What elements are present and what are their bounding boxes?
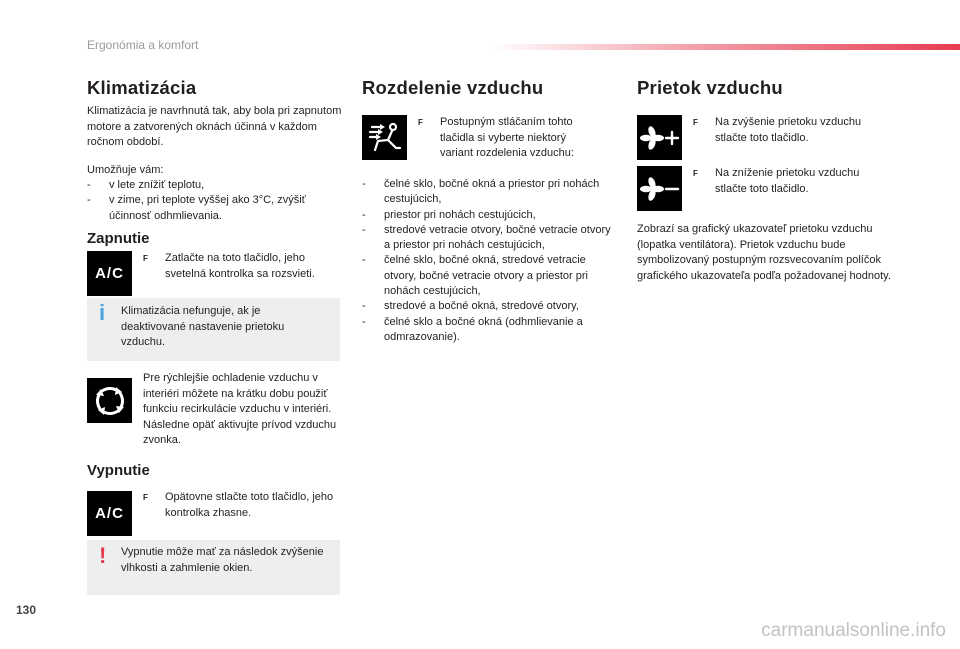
bullet-mark: F — [418, 118, 423, 127]
fan-decrease-icon — [637, 166, 682, 211]
title-prietok-vzduchu: Prietok vzduchu — [637, 77, 783, 98]
info-text: Klimatizácia nefunguje, ak je deaktivované nastavenie prietoku vzduchu. — [121, 305, 285, 349]
bullet-mark: F — [143, 254, 148, 263]
airflow-description: Zobrazí sa grafický ukazovateľ prietoku vzduchu (lopatka ventilátora). Prietok vzduchu bude symbolizovaný postupným rozsvecovaním políčok grafického ukazovateľa podľa požadovanej hodnoty. — [637, 223, 891, 282]
list-item: - stredové vetracie otvory, bočné vetracie otvory a priestor pri nohách cestujúcich, — [362, 223, 611, 252]
list-item: - priestor pri nohách cestujúcich, — [362, 208, 536, 221]
title-rozdelenie-vzduchu: Rozdelenie vzduchu — [362, 77, 544, 98]
title-klimatizacia: Klimatizácia — [87, 77, 197, 98]
warning-text: Vypnutie môže mať za následok zvýšenie vlhkosti a zahmlenie okien. — [121, 546, 324, 574]
title-vypnutie: Vypnutie — [87, 462, 150, 479]
ac-icon-label: A/C — [95, 505, 124, 522]
on-text: Zatlačte na toto tlačidlo, jeho svetelná kontrolka sa rozsvieti. — [165, 252, 315, 280]
warning-note — [87, 540, 340, 595]
allows-label: Umožňuje vám: — [87, 164, 164, 176]
off-text: Opätovne stlačte toto tlačidlo, jeho kontrolka zhasne. — [165, 491, 334, 519]
ac-button-icon-off — [87, 491, 132, 536]
warning-icon: ! — [99, 543, 107, 568]
bullet-mark: F — [693, 118, 698, 127]
section-header: Ergonómia a komfort — [87, 38, 199, 52]
ac-button-icon — [87, 251, 132, 296]
info-note — [87, 298, 340, 361]
intro-text: Klimatizácia je navrhnutá tak, aby bola pri zapnutom motore a zatvorených oknách účinná v každom ročnom období. — [87, 105, 342, 149]
list-item: - v lete znížiť teplotu, — [87, 179, 205, 191]
list-item: - čelné sklo, bočné okná, stredové vetracie otvory, bočné vetracie otvory a priestor pri nohách cestujúcich, — [362, 254, 588, 298]
bullet-mark: F — [143, 493, 148, 502]
page-number: 130 — [16, 603, 37, 617]
bullet-mark: F — [693, 169, 698, 178]
title-zapnutie: Zapnutie — [87, 230, 150, 247]
list-item: - stredové a bočné okná, stredové otvory, — [362, 300, 579, 313]
allows-list — [87, 178, 343, 224]
increase-text: Na zvýšenie prietoku vzduchu stlačte toto tlačidlo. — [715, 116, 862, 144]
air-distribution-icon — [362, 115, 407, 160]
distribution-options — [362, 177, 612, 345]
ac-icon-label: A/C — [95, 265, 124, 282]
decrease-text: Na zníženie prietoku vzduchu stlačte toto tlačidlo. — [715, 167, 860, 195]
fan-increase-icon — [637, 115, 682, 160]
list-item: - čelné sklo, bočné okná a priestor pri nohách cestujúcich, — [362, 178, 600, 206]
list-item: - čelné sklo a bočné okná (odhmlievanie a odmrazovanie). — [362, 315, 583, 343]
header-accent-bar — [490, 44, 960, 50]
recirculation-icon — [87, 378, 132, 423]
distribution-text: Postupným stláčaním tohto tlačidla si vyberte niektorý variant rozdelenia vzduchu: — [440, 116, 574, 160]
recirculation-text: Pre rýchlejšie ochladenie vzduchu v interiéri môžete na krátku dobu použiť funkciu recirkulácie vzduchu v interiéri. Následne opäť aktivujte prívod vzduchu zvonka. — [143, 372, 337, 447]
info-icon: i — [99, 300, 106, 325]
watermark: carmanualsonline.info — [761, 620, 946, 641]
list-item: - v zime, pri teplote vyššej ako 3°C, zvýšiť účinnosť odhmlievania. — [87, 194, 306, 222]
